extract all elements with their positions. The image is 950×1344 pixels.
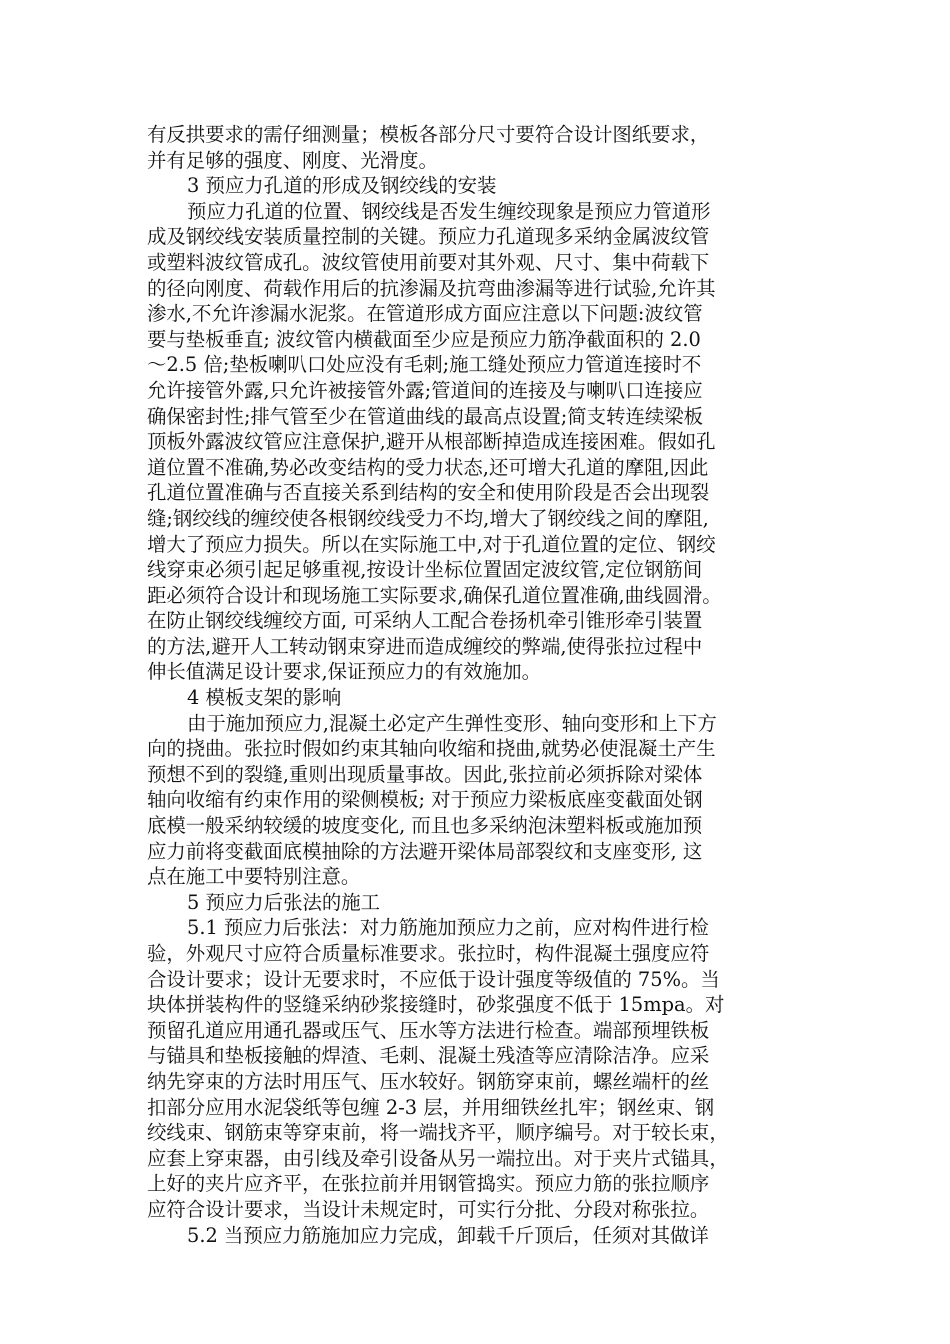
text-line: 5.1 预应力后张法：对力筋施加预应力之前，应对构件进行检 <box>187 916 709 940</box>
text-line: 纳先穿束的方法时用压气、压水较好。钢筋穿束前，螺丝端杆的丝 <box>147 1069 710 1093</box>
text-line: 增大了预应力损失。所以在实际施工中,对于孔道位置的定位、钢绞 <box>147 532 716 556</box>
text-line: 伸长值满足设计要求,保证预应力的有效施加。 <box>147 660 541 684</box>
text-line: 线穿束必须引起足够重视,按设计坐标位置固定波纹管,定位钢筋间 <box>147 558 703 582</box>
text-line: 预想不到的裂缝,重则出现质量事故。因此,张拉前必须拆除对梁体 <box>147 762 703 786</box>
text-line: 孔道位置准确与否直接关系到结构的安全和使用阶段是否会出现裂 <box>147 481 710 505</box>
text-line: 3 预应力孔道的形成及钢绞线的安装 <box>187 174 497 198</box>
text-line: 验，外观尺寸应符合质量标准要求。张拉时，构件混凝土强度应符 <box>147 942 710 965</box>
text-line: 应力前将变截面底模抽除的方法避开梁体局部裂纹和支座变形, 这 <box>147 839 703 863</box>
text-line: 顶板外露波纹管应注意保护,避开从根部断掉造成连接困难。假如孔 <box>147 430 716 454</box>
text-line: 块体拼装构件的竖缝采纳砂浆接缝时，砂浆强度不低于 15mpa。对 <box>147 993 725 1017</box>
text-line: 要与垫板垂直; 波纹管内横截面至少应是预应力筋净截面积的 2.0 <box>147 327 701 351</box>
body-text <box>147 122 807 1248</box>
text-line: 距必须符合设计和现场施工实际要求,确保孔道位置准确,曲线圆滑。 <box>147 583 722 607</box>
text-line: 上好的夹片应齐平，在张拉前并用钢管捣实。预应力筋的张拉顺序 <box>147 1172 710 1196</box>
text-line: 确保密封性;排气管至少在管道曲线的最高点设置;简支转连续梁板 <box>147 404 704 428</box>
text-line: 有反拱要求的需仔细测量；模板各部分尺寸要符合设计图纸要求， <box>147 123 710 146</box>
text-line: 缝;钢绞线的缠绞使各根钢绞线受力不均,增大了钢绞线之间的摩阻, <box>147 506 709 530</box>
text-line: 底模一般采纳较缓的坡度变化, 而且也多采纳泡沫塑料板或施加预 <box>147 814 703 838</box>
text-line: 与锚具和垫板接触的焊渣、毛刺、混凝土残渣等应清除洁净。应采 <box>147 1044 710 1068</box>
text-line: 渗水,不允许渗漏水泥浆。在管道形成方面应注意以下问题:波纹管 <box>147 302 703 326</box>
text-line: 的径向刚度、荷载作用后的抗渗漏及抗弯曲渗漏等进行试验,允许其 <box>147 276 716 300</box>
text-line: 5 预应力后张法的施工 <box>187 890 381 914</box>
text-line: 预应力孔道的位置、钢绞线是否发生缠绞现象是预应力管道形 <box>187 199 711 223</box>
text-line: 绞线束、钢筋束等穿束前，将一端找齐平，顺序编号。对于较长束， <box>147 1121 729 1145</box>
text-line: 应套上穿束器，由引线及牵引设备从另一端拉出。对于夹片式锚具， <box>147 1146 729 1170</box>
text-line: 或塑料波纹管成孔。波纹管使用前要对其外观、尺寸、集中荷载下 <box>147 250 710 274</box>
text-line: 并有足够的强度、刚度、光滑度。 <box>147 148 438 172</box>
text-line: 点在施工中要特别注意。 <box>147 865 361 889</box>
text-line: 合设计要求；设计无要求时，不应低于设计强度等级值的 75%。当 <box>147 967 720 991</box>
text-line: 允许接管外露,只允许被接管外露;管道间的连接及与喇叭口连接应 <box>147 378 703 402</box>
text-line: 成及钢绞线安装质量控制的关键。预应力孔道现多采纳金属波纹管 <box>147 225 710 249</box>
text-line: 应符合设计要求，当设计未规定时，可实行分批、分段对称张拉。 <box>147 1197 710 1221</box>
text-line: 在防止钢绞线缠绞方面, 可采纳人工配合卷扬机牵引锥形牵引装置 <box>147 609 703 633</box>
text-line: 5.2 当预应力筋施加应力完成，卸载千斤顶后，任须对其做详 <box>187 1223 709 1247</box>
text-line: ～2.5 倍;垫板喇叭口处应没有毛刺;施工缝处预应力管道连接时不 <box>147 353 702 377</box>
text-line: 的方法,避开人工转动钢束穿进而造成缠绞的弊端,使得张拉过程中 <box>147 634 703 658</box>
text-line: 轴向收缩有约束作用的梁侧模板; 对于预应力梁板底座变截面处钢 <box>147 788 703 812</box>
text-line: 向的挠曲。张拉时假如约束其轴向收缩和挠曲,就势必使混凝土产生 <box>147 737 716 761</box>
text-line: 扣部分应用水泥袋纸等包缠 2-3 层，并用细铁丝扎牢；钢丝束、钢 <box>147 1095 715 1119</box>
text-line: 4 模板支架的影响 <box>187 686 342 710</box>
text-line: 由于施加预应力,混凝土必定产生弹性变形、轴向变形和上下方 <box>187 711 717 735</box>
text-line: 道位置不准确,势必改变结构的受力状态,还可增大孔道的摩阻,因此 <box>147 455 709 479</box>
text-line: 预留孔道应用通孔器或压气、压水等方法进行检查。端部预埋铁板 <box>147 1018 710 1042</box>
